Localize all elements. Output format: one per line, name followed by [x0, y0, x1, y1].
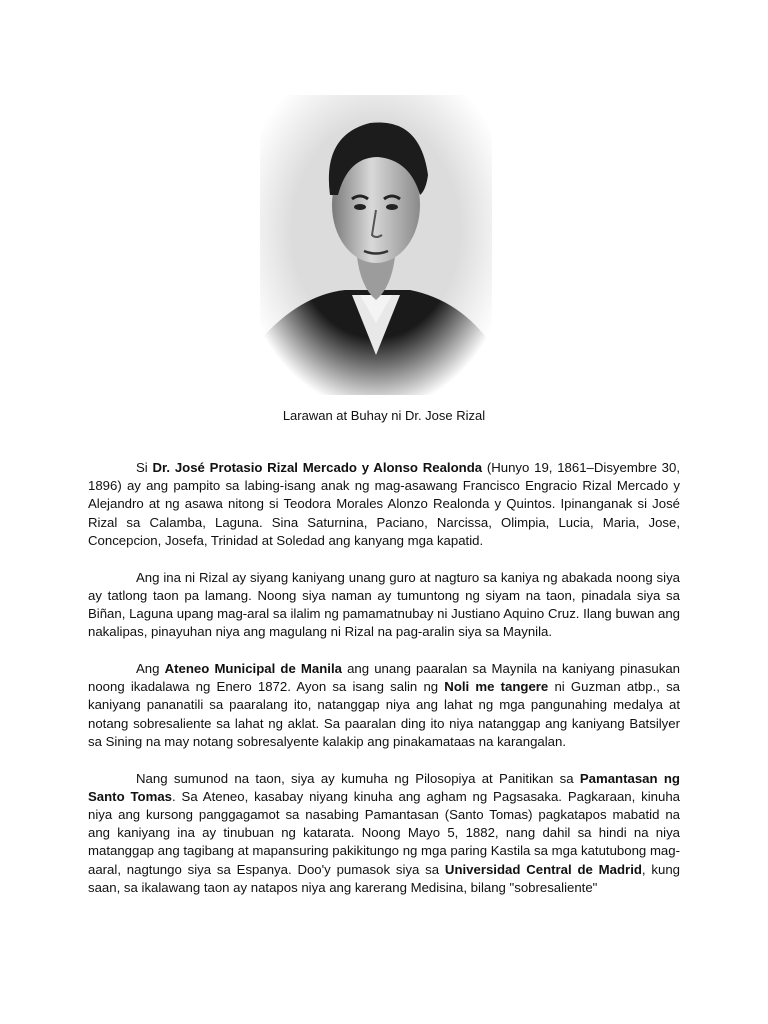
text-run: . Sa Ateneo, kasabay niyang kinuha ang agham ng Pagsasaka. Pagkaraan, kinuha niya ang kursong panggagamot sa nasabing Pamantasan (Santo Tomas) pagkatapos mabatid na ang kaniyang ina ay tinubuan ng katarata. Noong Mayo 5, 1882, nang dahil sa hindi na niya matanggap ang tagibang at mapansuring pakikitungo ng mga paring Kastila sa mga katutubong mag-aaral, nagtungo siya sa Espanya. Doo'y pumasok siya sa	[88, 788, 680, 877]
biography-text	[88, 459, 680, 916]
text-run: Nang sumunod na taon, siya ay kumuha ng Pilosopiya at Panitikan sa	[136, 770, 580, 786]
portrait-caption: Larawan at Buhay ni Dr. Jose Rizal	[282, 408, 486, 423]
text-run: (Hunyo 19, 1861–Disyembre 30, 1896) ay ang pampito sa labing-isang anak ng mag-asawang Francisco Engracio Rizal Mercado y Alejandro at ng asawa nitong si Teodora Morales Alonzo Realonda y Quintos. Ipinanganak si José Rizal sa Calamba, Laguna. Sina Saturnina, Paciano, Narcissa, Olimpia, Lucia, Maria, Jose, Concepcion, Josefa, Trinidad at Soledad ang kanyang mga kapatid.	[88, 460, 680, 548]
text-run: Ang	[136, 661, 165, 677]
portrait-image	[260, 95, 492, 395]
text-run: ni Guzman atbp., sa kaniyang pananatili sa paaralang ito, natanggap niya ang lahat ng mga pangunahing medalya at notang sobresaliente sa lahat ng aklat. Sa paaralan ding ito niya natanggap ang kaniyang Batsilyer sa Sining na may notang sobresalyente kalakip ang pinakamataas na karangalan.	[88, 679, 681, 749]
university-name: Universidad Central de Madrid	[444, 861, 642, 877]
text-run: ang unang paaralan sa Maynila na kaniyang pinasukan noong ikadalawa ng Enero 1872. Ayon sa isang salin ng	[88, 661, 680, 695]
paragraph-3	[88, 660, 680, 751]
text-run: , kung saan, sa ikalawang taon ay natapos niya ang karerang Medisina, bilang "sobresaliente"	[88, 861, 681, 895]
school-name: Ateneo Municipal de Manila	[164, 661, 342, 677]
text-run: Si	[136, 460, 153, 475]
text-run: Ang ina ni Rizal ay siyang kaniyang unang guro at nagturo sa kaniya ng abakada noong siya ay tatlong taon pa lamang. Noong siya naman ay tumuntong ng siyam na taon, pinadala siya sa Biñan, Laguna upang mag-aral sa ilalim ng pamamatnubay ni Justiano Aquino Cruz. Ilang buwan ang nakalipas, pinayuhan niya ang magulang ni Rizal na pag-aralin siya sa Maynila.	[88, 569, 680, 640]
paragraph-2	[88, 569, 680, 642]
paragraph-1	[88, 459, 680, 550]
full-name: Dr. José Protasio Rizal Mercado y Alonso Realonda	[152, 460, 483, 475]
university-name: Pamantasan ng Santo Tomas	[88, 770, 680, 804]
paragraph-4	[88, 770, 680, 897]
book-title: Noli me tangere	[444, 679, 549, 695]
